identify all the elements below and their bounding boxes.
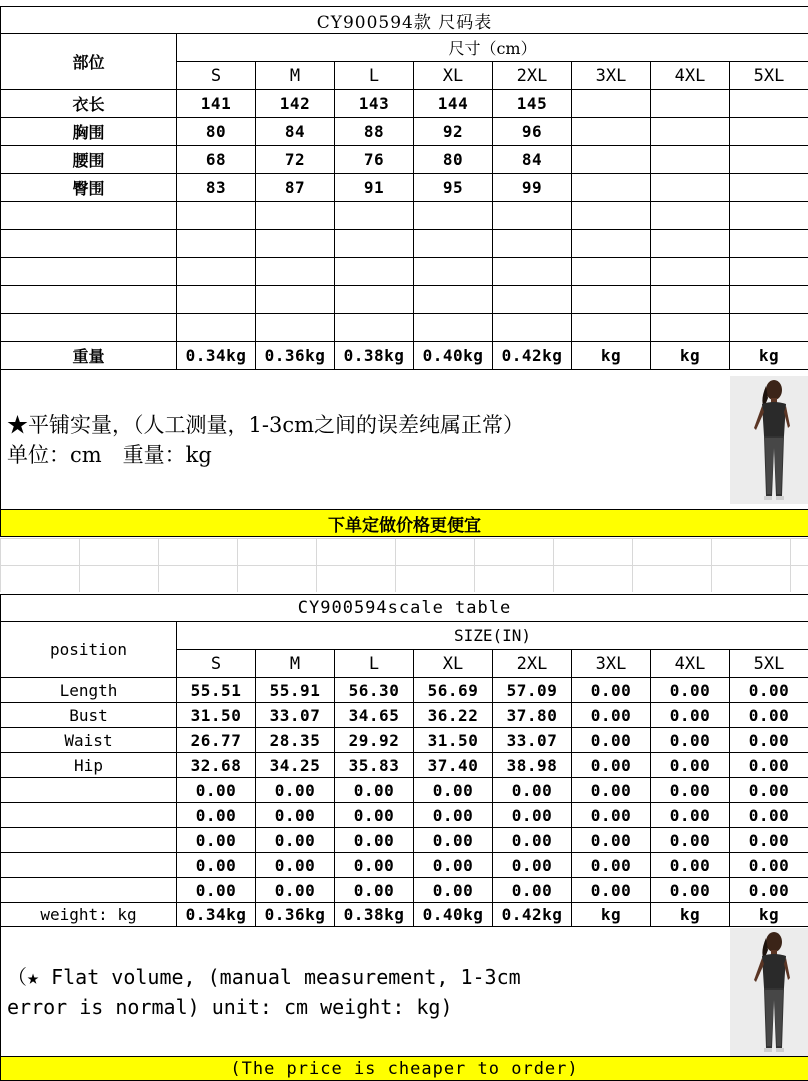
en-measurement-value: 0.00 bbox=[730, 753, 808, 778]
en-size-table bbox=[0, 594, 808, 1081]
cn-measurement-value bbox=[414, 202, 493, 230]
en-row-label bbox=[1, 878, 177, 903]
en-measurement-value: 55.91 bbox=[256, 678, 335, 703]
en-measurement-value: 37.40 bbox=[414, 753, 493, 778]
cn-weight-row bbox=[1, 342, 808, 370]
en-measurement-value: 0.00 bbox=[651, 753, 730, 778]
cn-measurement-value bbox=[730, 314, 808, 342]
en-weight-row bbox=[1, 903, 808, 927]
cn-measurement-value bbox=[730, 146, 808, 174]
en-measurement-value: 29.92 bbox=[335, 728, 414, 753]
cn-measurement-value: 96 bbox=[493, 118, 572, 146]
en-measurement-value: 0.00 bbox=[335, 878, 414, 903]
cn-measurement-value bbox=[572, 202, 651, 230]
cn-measurement-value bbox=[730, 230, 808, 258]
cn-measurement-value: 80 bbox=[177, 118, 256, 146]
en-measurement-value: 0.00 bbox=[572, 728, 651, 753]
cn-measurement-value bbox=[335, 202, 414, 230]
cn-measurement-row bbox=[1, 258, 808, 286]
en-measurement-value: 0.00 bbox=[493, 828, 572, 853]
en-measurement-value: 0.00 bbox=[730, 878, 808, 903]
en-size-header: SIZE(IN) bbox=[177, 622, 808, 650]
cn-size-label: 2XL bbox=[493, 62, 572, 90]
en-measurement-value: 32.68 bbox=[177, 753, 256, 778]
en-weight-value: 0.36kg bbox=[256, 903, 335, 927]
cn-measurement-value bbox=[256, 286, 335, 314]
cn-row-label bbox=[1, 314, 177, 342]
en-measurement-value: 0.00 bbox=[572, 853, 651, 878]
en-measurement-row bbox=[1, 878, 808, 903]
en-size-label: 3XL bbox=[572, 650, 651, 678]
en-note-line2: error is normal) unit: cm weight: kg) bbox=[7, 992, 730, 1022]
en-row-label bbox=[1, 853, 177, 878]
en-measurement-value: 56.30 bbox=[335, 678, 414, 703]
cn-size-label: 5XL bbox=[730, 62, 808, 90]
cn-row-label: 胸围 bbox=[1, 118, 177, 146]
cn-measurement-value bbox=[493, 258, 572, 286]
en-measurement-row bbox=[1, 728, 808, 753]
cn-size-label: L bbox=[335, 62, 414, 90]
cn-measurement-value bbox=[256, 202, 335, 230]
cn-measurement-value: 141 bbox=[177, 90, 256, 118]
en-measurement-value: 0.00 bbox=[730, 703, 808, 728]
cn-measurement-value bbox=[414, 258, 493, 286]
cn-measurement-value bbox=[572, 90, 651, 118]
en-measurement-value: 0.00 bbox=[730, 803, 808, 828]
cn-photo-cell bbox=[730, 370, 808, 510]
en-measurement-row bbox=[1, 828, 808, 853]
cn-weight-value: kg bbox=[651, 342, 730, 370]
cn-measurement-value bbox=[572, 258, 651, 286]
cn-table-title: CY900594款 尺码表 bbox=[1, 7, 808, 34]
en-measurement-value: 57.09 bbox=[493, 678, 572, 703]
cn-row-label: 臀围 bbox=[1, 174, 177, 202]
en-row-label: Hip bbox=[1, 753, 177, 778]
cn-size-label: 3XL bbox=[572, 62, 651, 90]
en-measurement-value: 34.25 bbox=[256, 753, 335, 778]
cn-measurement-value bbox=[256, 258, 335, 286]
cn-weight-value: kg bbox=[572, 342, 651, 370]
en-size-label: 4XL bbox=[651, 650, 730, 678]
cn-measurement-row bbox=[1, 90, 808, 118]
cn-measurement-row bbox=[1, 230, 808, 258]
cn-measurement-value bbox=[651, 202, 730, 230]
cn-measurement-value: 80 bbox=[414, 146, 493, 174]
en-measurement-value: 0.00 bbox=[177, 803, 256, 828]
cn-measurement-value bbox=[651, 258, 730, 286]
en-measurement-value: 0.00 bbox=[651, 828, 730, 853]
en-measurement-value: 0.00 bbox=[493, 778, 572, 803]
en-weight-value: kg bbox=[730, 903, 808, 927]
en-measurement-value: 0.00 bbox=[335, 828, 414, 853]
cn-measurement-value bbox=[177, 230, 256, 258]
en-measurement-row bbox=[1, 703, 808, 728]
cn-measurement-value bbox=[493, 286, 572, 314]
cn-measurement-value bbox=[493, 230, 572, 258]
en-measurement-row bbox=[1, 678, 808, 703]
cn-measurement-value bbox=[572, 174, 651, 202]
cn-row-label bbox=[1, 202, 177, 230]
cn-weight-value: kg bbox=[730, 342, 808, 370]
en-measurement-value: 55.51 bbox=[177, 678, 256, 703]
en-measurement-value: 0.00 bbox=[414, 778, 493, 803]
cn-row-label: 衣长 bbox=[1, 90, 177, 118]
en-measurement-value: 56.69 bbox=[414, 678, 493, 703]
cn-measurement-value: 88 bbox=[335, 118, 414, 146]
cn-measurement-value bbox=[414, 314, 493, 342]
cn-measurement-value bbox=[730, 202, 808, 230]
cn-measurement-value: 72 bbox=[256, 146, 335, 174]
model-photo bbox=[730, 376, 808, 504]
cn-measurement-value bbox=[256, 314, 335, 342]
en-measurement-value: 0.00 bbox=[651, 778, 730, 803]
en-measurement-value: 0.00 bbox=[177, 778, 256, 803]
en-measurement-value: 35.83 bbox=[335, 753, 414, 778]
en-measurement-value: 28.35 bbox=[256, 728, 335, 753]
en-measurement-value: 0.00 bbox=[414, 828, 493, 853]
cn-measurement-value: 145 bbox=[493, 90, 572, 118]
cn-measurement-value: 84 bbox=[256, 118, 335, 146]
cn-part-header: 部位 bbox=[1, 34, 177, 90]
en-price-banner: (The price is cheaper to order) bbox=[1, 1057, 808, 1081]
en-measurement-value: 33.07 bbox=[256, 703, 335, 728]
en-measurement-value: 0.00 bbox=[335, 853, 414, 878]
en-note bbox=[1, 927, 730, 1057]
en-row-label bbox=[1, 803, 177, 828]
cn-weight-label: 重量 bbox=[1, 342, 177, 370]
cn-measurement-value bbox=[572, 118, 651, 146]
cn-measurement-value bbox=[493, 314, 572, 342]
cn-row-label: 腰围 bbox=[1, 146, 177, 174]
en-measurement-value: 0.00 bbox=[651, 678, 730, 703]
en-measurement-value: 0.00 bbox=[730, 828, 808, 853]
cn-measurement-value bbox=[572, 314, 651, 342]
model-silhouette-icon bbox=[730, 928, 808, 1056]
cn-measurement-value: 92 bbox=[414, 118, 493, 146]
cn-row-label bbox=[1, 286, 177, 314]
cn-measurement-value bbox=[177, 314, 256, 342]
cn-weight-value: 0.42kg bbox=[493, 342, 572, 370]
cn-measurement-value bbox=[572, 230, 651, 258]
en-measurement-value: 26.77 bbox=[177, 728, 256, 753]
en-measurement-value: 31.50 bbox=[414, 728, 493, 753]
en-weight-value: 0.42kg bbox=[493, 903, 572, 927]
cn-measurement-value bbox=[651, 90, 730, 118]
en-note-line1: （★ Flat volume, (manual measurement, 1-3cm bbox=[7, 962, 730, 992]
en-weight-value: kg bbox=[651, 903, 730, 927]
cn-size-header: 尺寸（cm） bbox=[177, 34, 808, 62]
cn-measurement-value bbox=[651, 286, 730, 314]
en-measurement-value: 0.00 bbox=[256, 828, 335, 853]
cn-weight-value: 0.36kg bbox=[256, 342, 335, 370]
en-measurement-value: 0.00 bbox=[493, 853, 572, 878]
en-measurement-value: 36.22 bbox=[414, 703, 493, 728]
cn-measurement-value: 68 bbox=[177, 146, 256, 174]
en-measurement-value: 0.00 bbox=[493, 803, 572, 828]
en-size-label: 2XL bbox=[493, 650, 572, 678]
cn-measurement-rows bbox=[1, 90, 808, 342]
en-measurement-value: 0.00 bbox=[414, 853, 493, 878]
cn-measurement-value bbox=[177, 286, 256, 314]
en-table-title: CY900594scale table bbox=[1, 595, 808, 622]
en-row-label: Bust bbox=[1, 703, 177, 728]
en-measurement-value: 31.50 bbox=[177, 703, 256, 728]
en-size-label: L bbox=[335, 650, 414, 678]
en-measurement-row bbox=[1, 853, 808, 878]
en-part-header: position bbox=[1, 622, 177, 678]
en-size-label: XL bbox=[414, 650, 493, 678]
cn-measurement-value bbox=[730, 286, 808, 314]
cn-measurement-value: 91 bbox=[335, 174, 414, 202]
cn-measurement-value bbox=[335, 314, 414, 342]
cn-measurement-value: 144 bbox=[414, 90, 493, 118]
cn-measurement-value bbox=[730, 258, 808, 286]
cn-measurement-value bbox=[335, 230, 414, 258]
en-measurement-value: 0.00 bbox=[730, 678, 808, 703]
en-measurement-value: 0.00 bbox=[730, 778, 808, 803]
cn-measurement-value bbox=[651, 118, 730, 146]
cn-measurement-value bbox=[414, 230, 493, 258]
en-measurement-value: 0.00 bbox=[177, 878, 256, 903]
en-row-label: Waist bbox=[1, 728, 177, 753]
en-measurement-value: 0.00 bbox=[572, 828, 651, 853]
cn-measurement-value: 143 bbox=[335, 90, 414, 118]
en-measurement-row bbox=[1, 778, 808, 803]
en-measurement-value: 0.00 bbox=[651, 878, 730, 903]
cn-row-label bbox=[1, 230, 177, 258]
en-measurement-value: 0.00 bbox=[572, 703, 651, 728]
en-measurement-value: 0.00 bbox=[730, 853, 808, 878]
en-measurement-value: 0.00 bbox=[572, 803, 651, 828]
en-weight-value: 0.40kg bbox=[414, 903, 493, 927]
cn-measurement-value bbox=[256, 230, 335, 258]
en-measurement-value: 0.00 bbox=[493, 878, 572, 903]
en-measurement-value: 0.00 bbox=[572, 678, 651, 703]
cn-note bbox=[1, 370, 730, 510]
en-measurement-value: 0.00 bbox=[414, 803, 493, 828]
en-weight-label: weight: kg bbox=[1, 903, 177, 927]
cn-size-label: 4XL bbox=[651, 62, 730, 90]
cn-measurement-value bbox=[651, 146, 730, 174]
model-silhouette-icon bbox=[730, 376, 808, 504]
cn-size-label: XL bbox=[414, 62, 493, 90]
cn-measurement-row bbox=[1, 202, 808, 230]
en-measurement-row bbox=[1, 753, 808, 778]
spreadsheet-gridlines bbox=[0, 538, 808, 592]
en-measurement-value: 0.00 bbox=[572, 778, 651, 803]
cn-measurement-value: 76 bbox=[335, 146, 414, 174]
cn-measurement-value bbox=[651, 230, 730, 258]
cn-measurement-value bbox=[335, 286, 414, 314]
en-measurement-value: 0.00 bbox=[335, 803, 414, 828]
en-measurement-value: 0.00 bbox=[651, 728, 730, 753]
cn-measurement-value bbox=[651, 314, 730, 342]
en-measurement-value: 0.00 bbox=[256, 853, 335, 878]
cn-measurement-value: 84 bbox=[493, 146, 572, 174]
model-photo bbox=[730, 928, 808, 1056]
en-measurement-value: 0.00 bbox=[256, 878, 335, 903]
en-measurement-rows bbox=[1, 678, 808, 903]
cn-row-label bbox=[1, 258, 177, 286]
en-measurement-value: 0.00 bbox=[414, 878, 493, 903]
en-size-label: 5XL bbox=[730, 650, 808, 678]
cn-measurement-value bbox=[177, 202, 256, 230]
en-size-label: M bbox=[256, 650, 335, 678]
cn-note-line1: ★平铺实量，（人工测量，1-3cm之间的误差纯属正常） bbox=[7, 410, 730, 440]
en-photo-cell bbox=[730, 927, 808, 1057]
cn-measurement-value: 83 bbox=[177, 174, 256, 202]
en-measurement-value: 0.00 bbox=[651, 853, 730, 878]
en-measurement-value: 0.00 bbox=[335, 778, 414, 803]
en-measurement-value: 0.00 bbox=[730, 728, 808, 753]
en-measurement-value: 38.98 bbox=[493, 753, 572, 778]
cn-measurement-value bbox=[651, 174, 730, 202]
en-measurement-value: 0.00 bbox=[651, 703, 730, 728]
en-measurement-value: 0.00 bbox=[651, 803, 730, 828]
en-measurement-value: 0.00 bbox=[177, 853, 256, 878]
en-measurement-value: 0.00 bbox=[572, 878, 651, 903]
en-measurement-value: 0.00 bbox=[177, 828, 256, 853]
cn-note-line2: 单位：cm 重量：kg bbox=[7, 440, 730, 470]
en-measurement-value: 37.80 bbox=[493, 703, 572, 728]
cn-measurement-value bbox=[493, 202, 572, 230]
cn-measurement-row bbox=[1, 286, 808, 314]
cn-measurement-value bbox=[572, 146, 651, 174]
cn-measurement-value bbox=[177, 258, 256, 286]
en-row-label bbox=[1, 778, 177, 803]
en-measurement-row bbox=[1, 803, 808, 828]
cn-measurement-value bbox=[335, 258, 414, 286]
en-weight-value: kg bbox=[572, 903, 651, 927]
en-measurement-value: 0.00 bbox=[256, 778, 335, 803]
cn-measurement-value bbox=[572, 286, 651, 314]
en-measurement-value: 0.00 bbox=[256, 803, 335, 828]
cn-measurement-value bbox=[730, 90, 808, 118]
en-measurement-value: 33.07 bbox=[493, 728, 572, 753]
en-row-label: Length bbox=[1, 678, 177, 703]
cn-measurement-value bbox=[730, 174, 808, 202]
en-size-label: S bbox=[177, 650, 256, 678]
cn-measurement-row bbox=[1, 174, 808, 202]
cn-measurement-row bbox=[1, 146, 808, 174]
cn-measurement-value bbox=[730, 118, 808, 146]
en-measurement-value: 34.65 bbox=[335, 703, 414, 728]
cn-measurement-value: 142 bbox=[256, 90, 335, 118]
en-weight-value: 0.34kg bbox=[177, 903, 256, 927]
cn-price-banner: 下单定做价格更便宜 bbox=[1, 510, 808, 537]
cn-size-table bbox=[0, 6, 808, 537]
cn-measurement-row bbox=[1, 314, 808, 342]
cn-measurement-row bbox=[1, 118, 808, 146]
en-row-label bbox=[1, 828, 177, 853]
cn-size-label: M bbox=[256, 62, 335, 90]
cn-weight-value: 0.40kg bbox=[414, 342, 493, 370]
cn-measurement-value: 95 bbox=[414, 174, 493, 202]
cn-weight-value: 0.34kg bbox=[177, 342, 256, 370]
cn-measurement-value bbox=[414, 286, 493, 314]
cn-weight-value: 0.38kg bbox=[335, 342, 414, 370]
en-weight-value: 0.38kg bbox=[335, 903, 414, 927]
en-measurement-value: 0.00 bbox=[572, 753, 651, 778]
cn-measurement-value: 99 bbox=[493, 174, 572, 202]
cn-size-label: S bbox=[177, 62, 256, 90]
cn-measurement-value: 87 bbox=[256, 174, 335, 202]
